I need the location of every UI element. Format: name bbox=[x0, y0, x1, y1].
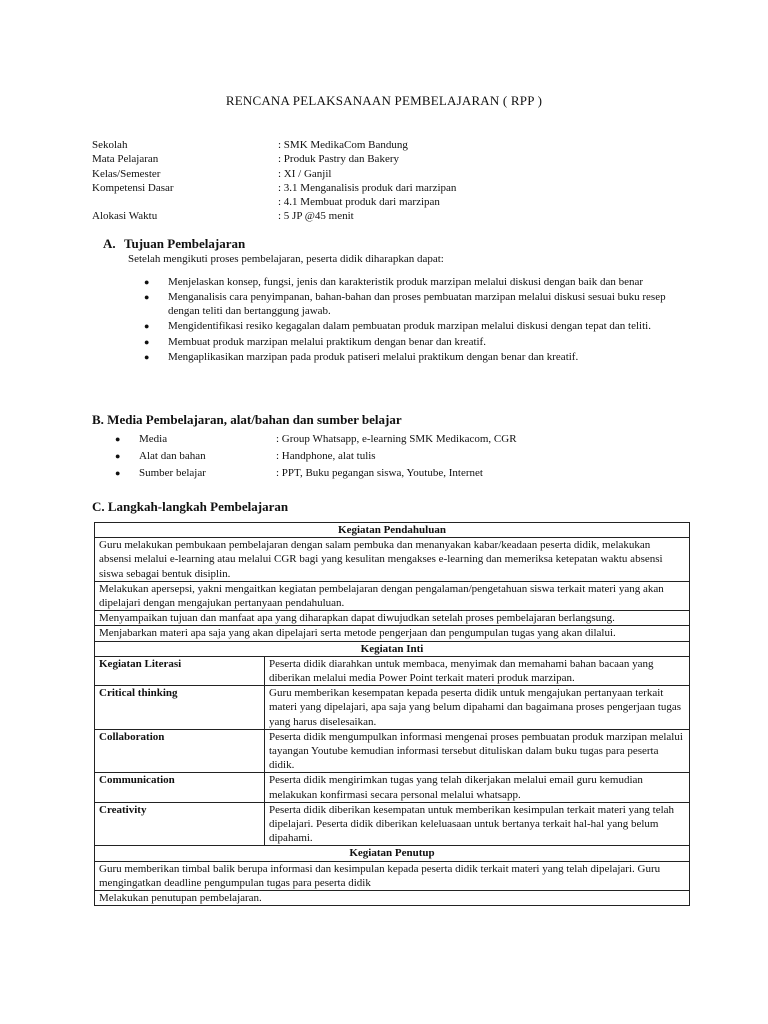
info-label: Mata Pelajaran bbox=[92, 153, 159, 166]
info-row-kompetensi-dasar bbox=[92, 181, 692, 195]
bullet-icon: ● bbox=[115, 434, 121, 444]
learning-steps-table bbox=[94, 522, 690, 906]
section-c-heading: C. Langkah-langkah Pembelajaran bbox=[92, 499, 289, 514]
table-row bbox=[95, 846, 690, 861]
inti-text: Peserta didik mengirimkan tugas yang telah dikerjakan melalui email guru kemudian melakukan konfirmasi secara personal melalui whatsapp. bbox=[265, 773, 690, 802]
penutup-cell: Guru memberikan timbal balik berupa informasi dan kesimpulan kepada peserta didik terkait materi yang telah dipelajari. Guru mengingatkan deadline pengumpulan tugas para peserta didik bbox=[95, 861, 690, 890]
table-row bbox=[95, 729, 690, 773]
info-value: : 3.1 Menganalisis produk dari marzipan bbox=[278, 181, 457, 194]
bullet-icon: ● bbox=[144, 336, 150, 347]
info-label: Kelas/Semester bbox=[92, 167, 161, 180]
table-row bbox=[95, 802, 690, 846]
inti-text: Peserta didik mengumpulkan informasi mengenai proses pembuatan produk marzipan melalui tayangan Youtube kemudian informasi tersebut dituliskan dalam buku tugas para peserta didik. bbox=[265, 729, 690, 773]
info-label: Alokasi Waktu bbox=[92, 210, 158, 223]
table-row bbox=[95, 861, 690, 890]
inti-label: Communication bbox=[95, 773, 265, 802]
info-value: : XI / Ganjil bbox=[278, 167, 332, 180]
list-item bbox=[115, 449, 675, 466]
objective-text: Menganalisis cara penyimpanan, bahan-bahan dan proses pembuatan marzipan melalui diskusi sesuai buku resep dengan teliti dan bertanggung jawab. bbox=[168, 291, 666, 318]
table-row bbox=[95, 523, 690, 538]
inti-text: Guru memberikan kesempatan kepada peserta didik untuk mengajukan pertanyaan terkait materi yang dipelajari, apa saja yang belum dipahami dan bagaimana proses pengerjaan tugas yang harus diselesaikan. bbox=[265, 686, 690, 730]
info-row-kompetensi-dasar-2 bbox=[92, 195, 692, 209]
inti-label: Critical thinking bbox=[95, 686, 265, 730]
info-row-sekolah bbox=[92, 138, 692, 152]
pendahuluan-header: Kegiatan Pendahuluan bbox=[95, 523, 690, 538]
bullet-icon: ● bbox=[144, 292, 150, 303]
inti-label: Collaboration bbox=[95, 729, 265, 773]
table-row bbox=[95, 581, 690, 610]
info-label: Kompetensi Dasar bbox=[92, 181, 174, 194]
table-row bbox=[95, 641, 690, 656]
info-row-kelas-semester bbox=[92, 167, 692, 181]
media-label: Alat dan bahan bbox=[139, 449, 206, 462]
inti-text: Peserta didik diberikan kesempatan untuk memberikan kesimpulan terkait materi yang telah dipelajari. Peserta didik diberikan keleluasaan untuk bertanya terkait hal-hal yang belum dipahami. bbox=[265, 802, 690, 846]
list-item bbox=[144, 275, 674, 289]
section-a-letter: A. bbox=[103, 236, 116, 251]
table-row bbox=[95, 538, 690, 582]
media-label: Media bbox=[139, 433, 168, 445]
info-label bbox=[92, 195, 278, 209]
inti-text: Peserta didik diarahkan untuk membaca, menyimak dan memahami bahan bacaan yang diberikan melalui media Power Point terkait materi produk marzipan. bbox=[265, 656, 690, 685]
bullet-icon: ● bbox=[144, 321, 150, 332]
objectives-list bbox=[144, 275, 674, 365]
table-row bbox=[95, 656, 690, 685]
media-list bbox=[115, 432, 675, 482]
bullet-icon: ● bbox=[144, 351, 150, 362]
list-item bbox=[144, 335, 674, 349]
objective-text: Mengidentifikasi resiko kegagalan dalam pembuatan produk marzipan melalui diskusi dengan tepat dan teliti. bbox=[168, 320, 651, 333]
list-item bbox=[144, 319, 674, 333]
section-a-heading bbox=[103, 237, 245, 251]
pendahuluan-cell: Guru melakukan pembukaan pembelajaran dengan salam pembuka dan menanyakan kabar/keadaan peserta didik, melakukan absensi melalui e-learning atau melalui CGR bagi yang kesulitan mengakses e-learning dan memeriksa ketepatan waktu absensi siswa sebagai bentuk disiplin. bbox=[95, 538, 690, 582]
table-row bbox=[95, 686, 690, 730]
objective-text: Menjelaskan konsep, fungsi, jenis dan karakteristik produk marzipan melalui diskusi dengan baik dan benar bbox=[168, 276, 644, 288]
table-row bbox=[95, 773, 690, 802]
inti-header: Kegiatan Inti bbox=[95, 641, 690, 656]
list-item bbox=[115, 432, 675, 449]
media-value: : Handphone, alat tulis bbox=[276, 449, 376, 462]
document-title: RENCANA PELAKSANAAN PEMBELAJARAN ( RPP ) bbox=[225, 93, 543, 108]
pendahuluan-cell: Melakukan apersepsi, yakni mengaitkan kegiatan pembelajaran dengan pengalaman/pengetahuan siswa terkait materi yang akan dipelajari dengan mengajukan pertanyaan pendahuluan. bbox=[95, 581, 690, 610]
bullet-icon: ● bbox=[115, 450, 121, 461]
table-row bbox=[95, 611, 690, 626]
inti-label: Creativity bbox=[95, 802, 265, 846]
section-a-title: Tujuan Pembelajaran bbox=[124, 236, 246, 251]
info-value: : SMK MedikaCom Bandung bbox=[278, 139, 408, 151]
table-row bbox=[95, 891, 690, 906]
pendahuluan-cell: Menjabarkan materi apa saja yang akan dipelajari serta metode pengerjaan dan pengumpulan tugas yang akan dilalui. bbox=[95, 626, 690, 641]
list-item bbox=[115, 466, 675, 483]
bullet-icon: ● bbox=[144, 277, 150, 287]
media-value: : PPT, Buku pegangan siswa, Youtube, Internet bbox=[276, 466, 483, 479]
list-item bbox=[144, 350, 674, 364]
penutup-cell: Melakukan penutupan pembelajaran. bbox=[95, 891, 690, 906]
info-row-mata-pelajaran bbox=[92, 152, 692, 166]
media-value: : Group Whatsapp, e-learning SMK Medikacom, CGR bbox=[276, 433, 517, 445]
inti-label: Kegiatan Literasi bbox=[95, 656, 265, 685]
media-label: Sumber belajar bbox=[139, 466, 206, 479]
bullet-icon: ● bbox=[115, 467, 121, 478]
identity-block bbox=[92, 138, 692, 224]
section-b-heading: B. Media Pembelajaran, alat/bahan dan sumber belajar bbox=[92, 412, 402, 427]
info-value: : 4.1 Membuat produk dari marzipan bbox=[278, 196, 440, 209]
info-value: : Produk Pastry dan Bakery bbox=[278, 153, 399, 166]
objective-text: Mengaplikasikan marzipan pada produk patiseri melalui praktikum dengan benar dan kreatif. bbox=[168, 350, 579, 363]
section-a-intro: Setelah mengikuti proses pembelajaran, peserta didik diharapkan dapat: bbox=[128, 253, 444, 265]
pendahuluan-cell: Menyampaikan tujuan dan manfaat apa yang diharapkan dapat diwujudkan setelah proses pembelajaran berlangsung. bbox=[95, 611, 690, 626]
table-row bbox=[95, 626, 690, 641]
list-item bbox=[144, 290, 674, 318]
info-label: Sekolah bbox=[92, 139, 128, 151]
info-row-alokasi-waktu bbox=[92, 209, 692, 223]
info-value: : 5 JP @45 menit bbox=[278, 210, 354, 223]
penutup-header: Kegiatan Penutup bbox=[95, 846, 690, 861]
objective-text: Membuat produk marzipan melalui praktikum dengan benar dan kreatif. bbox=[168, 335, 486, 348]
